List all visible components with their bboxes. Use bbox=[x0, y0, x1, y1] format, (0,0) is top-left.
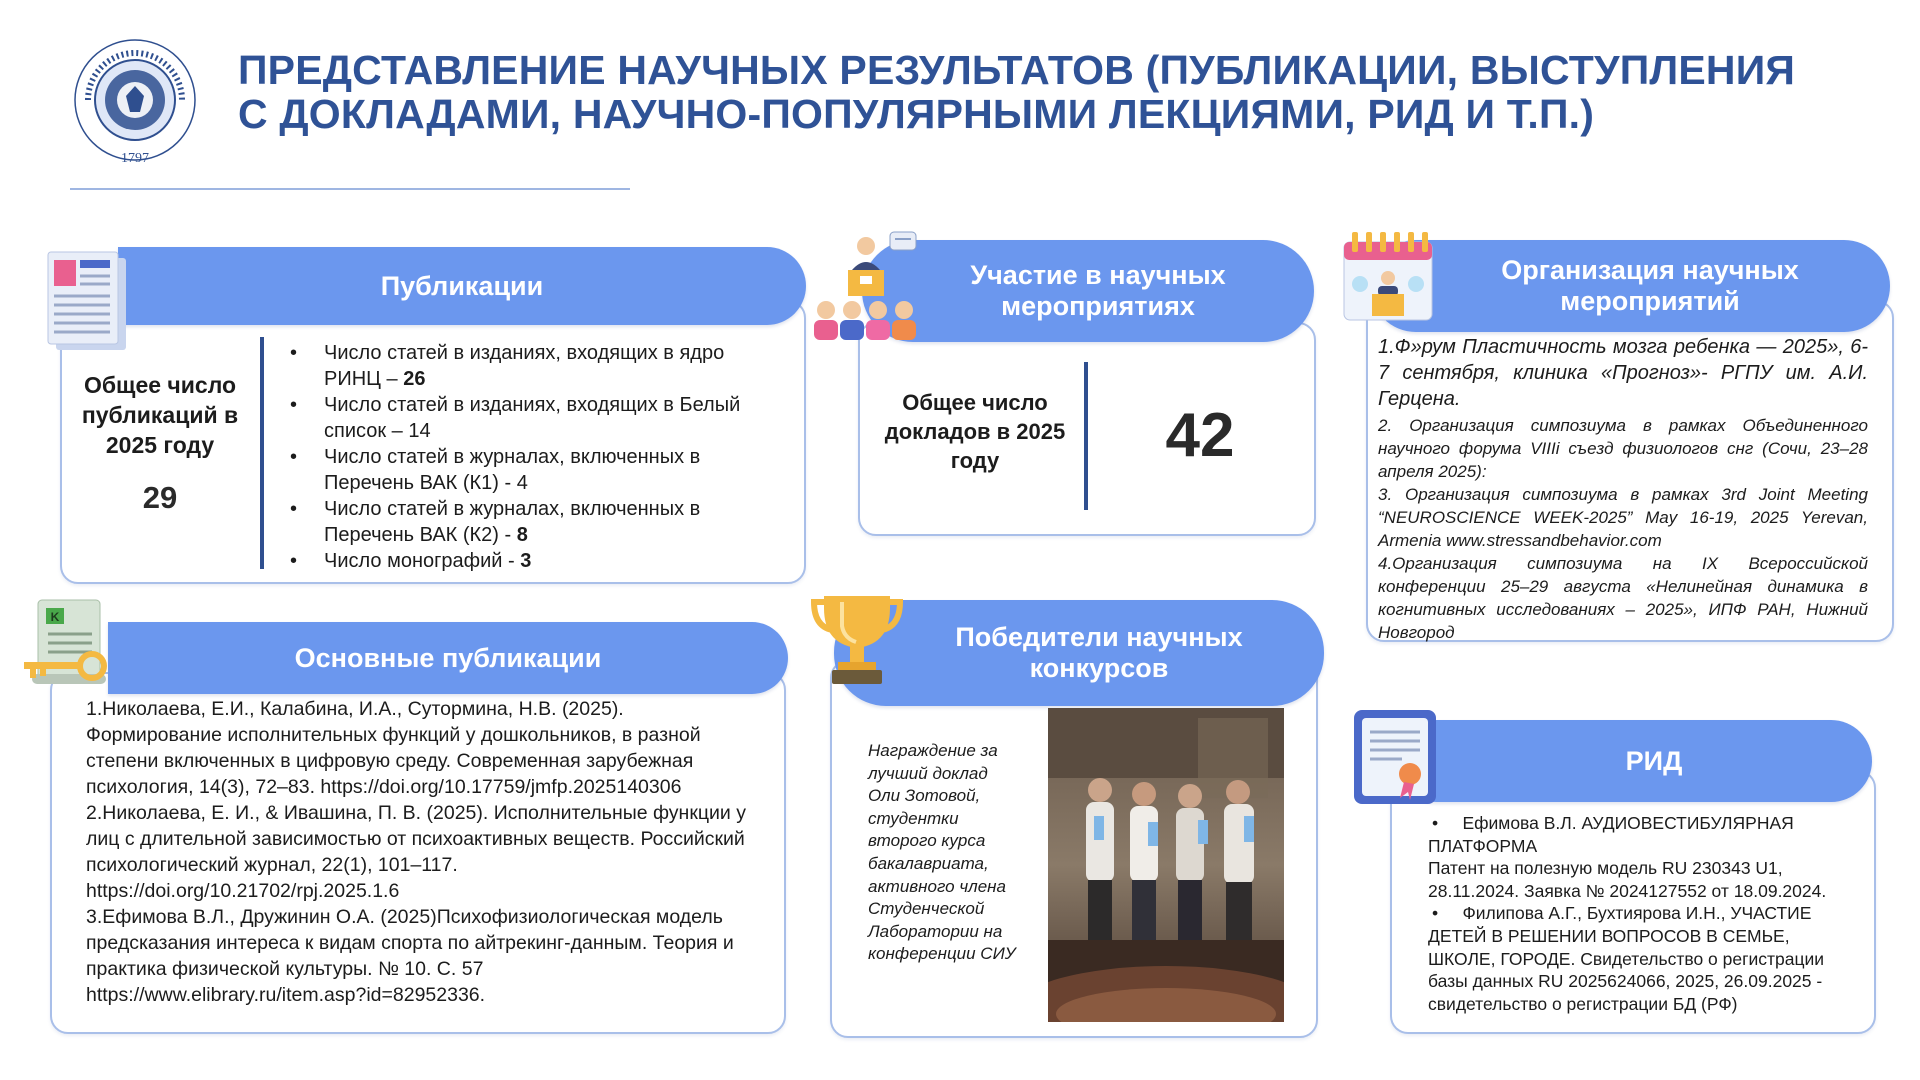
rid-list bbox=[1428, 812, 1858, 1015]
winners-caption: Награждение за лучший доклад Оли Зотовой, студентки второго курса бакалавриата, активного члена Студенческой Лаборатории на конференции СИУ bbox=[868, 741, 1016, 964]
list-item: • Число статей в журналах, включенных в Перечень ВАК (К1) - 4 bbox=[286, 444, 786, 496]
rid-item-detail: Патент на полезную модель RU 230343 U1, 28.11.2024. Заявка № 2024127552 от 18.09.2024. bbox=[1428, 858, 1827, 901]
publications-title: Публикации bbox=[380, 270, 544, 301]
publications-total-value: 29 bbox=[142, 480, 178, 515]
speaker-audience-icon bbox=[812, 230, 922, 342]
rid-item-detail: Свидетельство о регистрации базы данных RU 2025624066, 2025, 26.09.2025 - свидетельство о регистрации БД (РФ) bbox=[1428, 948, 1825, 1014]
publications-total-label: Общее число публикаций в 2025 году bbox=[81, 372, 239, 458]
main-publications-header bbox=[108, 622, 788, 694]
document-icon bbox=[44, 250, 134, 356]
publications-total bbox=[80, 370, 240, 516]
list-item: 1.Ф»рум Пластичность мозга ребенка — 2025», 6-7 сентября, клиника «Прогноз»- РГПУ им. А.И. Герцена. bbox=[1378, 336, 1868, 410]
list-item: • Число статей в изданиях, входящих в Белый список – 14 bbox=[286, 392, 786, 444]
rid-header bbox=[1396, 720, 1872, 802]
participation-title: Участие в научных мероприятиях bbox=[970, 260, 1226, 321]
main-publications-title: Основные публикации bbox=[294, 642, 602, 673]
list-item: 3.Ефимова В.Л., Дружинин О.А. (2025)Психофизиологическая модель предсказания интереса к видам спорта по айтрекинг-данным. Теория и практика физической культуры. № 10. С. 57 https://www.elibrary.ru/item.asp?id=82952336. bbox=[86, 906, 734, 1006]
publications-header bbox=[118, 247, 806, 325]
organization-title: Организация научных мероприятий bbox=[1501, 255, 1799, 316]
title-divider bbox=[70, 188, 630, 190]
winners-title: Победители научных конкурсов bbox=[955, 622, 1243, 683]
list-item: • Число статей в журналах, включенных в Перечень ВАК (К2) - 8 bbox=[286, 496, 786, 548]
list-item: • Число статей в изданиях, входящих в ядро РИНЦ – 26 bbox=[286, 340, 786, 392]
title-line-2: С ДОКЛАДАМИ, НАУЧНО-ПОПУЛЯРНЫМИ ЛЕКЦИЯМИ, РИД И Т.П.) bbox=[238, 91, 1595, 137]
page-title bbox=[238, 48, 1838, 136]
certificate-icon bbox=[1352, 708, 1438, 806]
reports-total-label: Общее число докладов в 2025 году bbox=[884, 390, 1066, 473]
organization-header bbox=[1370, 240, 1890, 332]
title-line-1: ПРЕДСТАВЛЕНИЕ НАУЧНЫХ РЕЗУЛЬТАТОВ (ПУБЛИКАЦИИ, ВЫСТУПЛЕНИЯ bbox=[238, 47, 1796, 93]
publications-stats-list bbox=[286, 340, 786, 574]
reports-total-value: 42 bbox=[1165, 401, 1235, 470]
list-item: 1.Николаева, Е.И., Калабина, И.А., Сутормина, Н.В. (2025). Формирование исполнительных функций у дошкольников, в разной степени включенных в цифровую среду. Современная зарубежная психология, 14(3), 72–83. https://doi.org/10.17759/jmfp.2025140306 bbox=[86, 698, 701, 798]
trophy-icon bbox=[810, 586, 904, 686]
rid-title: РИД bbox=[1625, 745, 1683, 776]
publications-divider bbox=[260, 337, 264, 569]
svg-text:K: K bbox=[50, 610, 60, 624]
participation-divider bbox=[1084, 362, 1088, 510]
list-item: 4.Организация симпозиума на IX Всероссийской конференции 25–29 августа «Нелинейная динамика в когнитивных исследованиях – 2025», ИПФ РАН, Нижний Новгород bbox=[1378, 554, 1868, 642]
list-item: 3. Организация симпозиума в рамках 3rd Joint Meeting “NEUROSCIENCE WEEK-2025” May 16-19, 2025 Yerevan, Armenia www.stressandbehavior.com bbox=[1378, 485, 1868, 550]
list-item: 2.Николаева, Е. И., & Ивашина, П. В. (2025). Исполнительные функции у лиц с длительной зависимостью от психоактивных веществ. Российский психологический журнал, 22(1), 101–117. https://doi.org/10.21702/rpj.2025.1.6 bbox=[86, 802, 746, 902]
calendar-event-icon bbox=[1340, 228, 1440, 324]
svg-text:1797: 1797 bbox=[121, 151, 149, 166]
main-publications-list bbox=[86, 696, 746, 1008]
rid-item-title: Филипова А.Г., Бухтиярова И.Н., УЧАСТИЕ ДЕТЕЙ В РЕШЕНИИ ВОПРОСОВ В СЕМЬЕ, ШКОЛЕ, ГОРОДЕ. bbox=[1428, 903, 1812, 969]
organization-list bbox=[1378, 334, 1868, 644]
participation-header bbox=[862, 240, 1314, 342]
list-item: 2. Организация симпозиума в рамках Объединенного научного форума VIIIi съезд физиологов снг (Сочи, 23–28 апреля 2025): bbox=[1378, 416, 1868, 481]
list-item: • Филипова А.Г., Бухтиярова И.Н., УЧАСТИЕ ДЕТЕЙ В РЕШЕНИИ ВОПРОСОВ В СЕМЬЕ, ШКОЛЕ, ГОРОДЕ. Свидетельство о регистрации базы данных RU 2025624066, 2025, 26.09.2025 - свидетельство о регистрации БД (РФ) bbox=[1428, 903, 1825, 1014]
award-photo bbox=[1048, 708, 1284, 1022]
rid-item-title: Ефимова В.Л. АУДИОВЕСТИБУЛЯРНАЯ ПЛАТФОРМА bbox=[1428, 813, 1794, 856]
university-logo bbox=[66, 34, 204, 172]
list-item: • Число монографий - 3 bbox=[286, 548, 786, 574]
list-item: • Ефимова В.Л. АУДИОВЕСТИБУЛЯРНАЯ ПЛАТФОРМА Патент на полезную модель RU 230343 U1, 28.11.2024. Заявка № 2024127552 от 18.09.2024. bbox=[1428, 812, 1858, 902]
scroll-key-icon bbox=[22, 596, 122, 696]
winners-header bbox=[834, 600, 1324, 706]
